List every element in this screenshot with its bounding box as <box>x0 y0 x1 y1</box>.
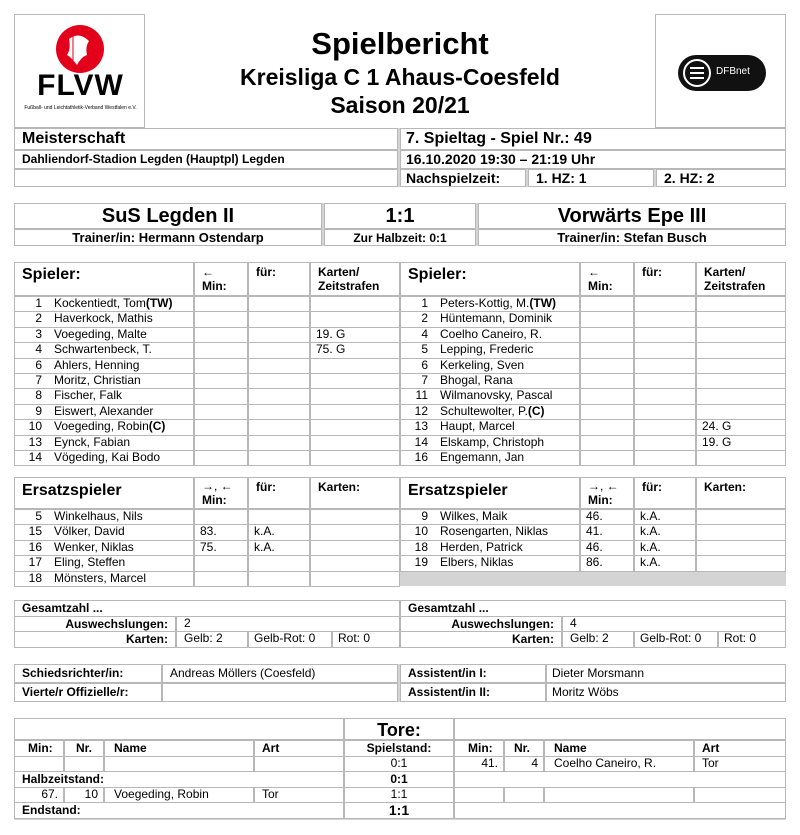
away-for-label: für: <box>642 265 662 279</box>
goal-col-nr-home: Nr. <box>76 741 93 755</box>
home-sub-name: Wenker, Niklas <box>54 539 134 554</box>
table-cell <box>194 358 248 374</box>
table-cell <box>248 358 310 374</box>
home-subs-min-arrow: →, ← <box>202 479 233 493</box>
home-subs-for-label: für: <box>256 480 276 494</box>
goal-col-min-away: Min: <box>468 741 493 755</box>
table-cell <box>194 419 248 435</box>
table-cell <box>310 358 400 374</box>
away-min-label: Min: <box>588 279 613 293</box>
referee-name: Andreas Möllers (Coesfeld) <box>170 666 316 680</box>
player-name-text: Fischer, Falk <box>54 388 123 403</box>
page-title: Spielbericht <box>311 26 489 61</box>
away-player-name <box>440 419 515 434</box>
away-yellow-red-count: Gelb-Rot: 0 <box>640 631 702 645</box>
goal-col-score: Spielstand: <box>366 741 432 755</box>
table-cell <box>454 771 786 788</box>
player-name-text: Coelho Caneiro, R. <box>440 326 543 341</box>
assistant1-name: Dieter Morsmann <box>552 666 645 680</box>
final-score: 1:1 <box>385 205 415 227</box>
away-sub-for: k.A. <box>640 555 661 570</box>
matchday-label: 7. Spieltag - Spiel Nr.: 49 <box>406 130 592 147</box>
table-cell <box>696 524 786 540</box>
dfbnet-logo-text: DFBnet <box>716 66 750 77</box>
table-cell <box>310 419 400 435</box>
player-name-text: Schwartenbeck, T. <box>54 342 152 357</box>
goal-name: Coelho Caneiro, R. <box>554 755 657 770</box>
away-sub-min: 41. <box>586 524 603 539</box>
home-subs-cards-label: Karten: <box>318 480 361 494</box>
away-sub-min: 46. <box>586 509 603 523</box>
table-cell <box>696 373 786 389</box>
table-cell <box>248 435 310 451</box>
away-player-nr: 16 <box>414 450 428 464</box>
away-coach: Trainer/in: Stefan Busch <box>557 230 707 245</box>
table-cell <box>176 616 400 633</box>
away-sub-nr: 9 <box>421 509 428 523</box>
table-cell <box>248 571 310 587</box>
home-player-nr: 6 <box>35 357 42 372</box>
home-player-nr: 4 <box>35 342 42 357</box>
table-cell <box>634 404 696 420</box>
home-player-name <box>54 296 172 311</box>
home-sub-min: 75. <box>200 539 217 554</box>
table-cell <box>580 296 634 312</box>
table-cell <box>580 373 634 389</box>
goal-type: Tor <box>702 755 719 770</box>
home-yellow-red-count: Gelb-Rot: 0 <box>254 631 316 645</box>
home-player-nr: 10 <box>28 419 42 434</box>
table-cell <box>194 404 248 420</box>
away-cards-count-label: Karten: <box>511 632 554 646</box>
player-name-text: Peters-Kottig, M. <box>440 296 530 310</box>
away-player-nr: 1 <box>421 296 428 310</box>
home-player-name <box>54 373 141 388</box>
home-player-name <box>54 450 160 465</box>
table-cell <box>194 327 248 343</box>
away-player-name <box>440 450 524 465</box>
table-cell <box>696 450 786 466</box>
table-cell <box>634 373 696 389</box>
home-sub-for: k.A. <box>254 524 275 539</box>
player-name-text: Kockentiedt, Tom <box>54 296 146 310</box>
goal-col-type-home: Art <box>262 741 280 755</box>
home-player-nr: 1 <box>35 296 42 310</box>
table-cell <box>248 419 310 435</box>
home-player-name <box>54 419 165 434</box>
halftime-score: Zur Halbzeit: 0:1 <box>353 231 447 245</box>
table-cell <box>248 555 310 571</box>
table-cell <box>248 342 310 358</box>
dfbnet-logo <box>678 55 766 91</box>
table-cell <box>562 616 786 633</box>
home-players-title: Spieler: <box>22 266 81 283</box>
table-cell <box>248 373 310 389</box>
player-name-text: Voegeding, Malte <box>54 326 147 341</box>
away-sub-min: 46. <box>586 539 603 554</box>
away-cards-label-1: Karten/ <box>704 265 746 279</box>
home-cards-label-2: Zeitstrafen <box>318 279 380 293</box>
goal-name: Voegeding, Robin <box>114 786 209 801</box>
goal-min: 67. <box>41 786 58 801</box>
away-subs-for-label: für: <box>642 480 662 494</box>
away-player-nr: 5 <box>421 342 428 357</box>
player-name-text: Schultewolter, P. <box>440 403 528 418</box>
home-cards-label-1: Karten/ <box>318 265 360 279</box>
table-cell <box>634 450 696 466</box>
table-cell <box>310 509 400 525</box>
table-cell <box>194 311 248 327</box>
home-sub-nr: 5 <box>35 509 42 523</box>
home-player-nr: 14 <box>28 450 42 464</box>
player-name-text: Bhogal, Rana <box>440 373 513 387</box>
table-cell <box>310 373 400 389</box>
away-sub-for: k.A. <box>640 509 661 523</box>
away-player-nr: 7 <box>421 373 428 387</box>
home-coach: Trainer/in: Hermann Ostendarp <box>72 230 264 245</box>
away-red-count: Rot: 0 <box>724 631 757 645</box>
table-cell <box>310 524 400 540</box>
table-cell <box>696 358 786 374</box>
away-player-nr: 12 <box>414 403 428 418</box>
table-cell <box>310 540 400 556</box>
table-cell <box>310 388 400 404</box>
table-cell <box>580 404 634 420</box>
league-title: Kreisliga C 1 Ahaus-Coesfeld <box>240 64 560 90</box>
home-min-label: Min: <box>202 279 227 293</box>
away-player-nr: 4 <box>421 326 428 341</box>
home-player-name <box>54 388 122 403</box>
table-cell <box>310 555 400 571</box>
table-cell <box>634 388 696 404</box>
home-cards-count-label: Karten: <box>125 632 168 646</box>
goal-min: 41. <box>481 755 498 770</box>
extra-time-label: Nachspielzeit: <box>406 170 501 186</box>
player-name-text: Haupt, Marcel <box>440 419 515 434</box>
player-role-tag: (C) <box>148 419 166 434</box>
extra-time-h1: 1. HZ: 1 <box>536 170 587 186</box>
away-player-nr: 6 <box>421 357 428 372</box>
home-team-name: SuS Legden II <box>101 205 235 227</box>
table-cell <box>580 388 634 404</box>
table-cell <box>104 756 254 773</box>
table-cell <box>194 571 248 587</box>
away-player-name <box>440 388 552 403</box>
home-for-label: für: <box>256 265 276 279</box>
player-name-text: Haverkock, Mathis <box>54 311 153 326</box>
table-cell <box>194 342 248 358</box>
home-player-nr: 9 <box>35 403 42 418</box>
away-player-name <box>440 311 552 326</box>
home-player-name <box>54 311 153 326</box>
away-player-name <box>440 327 542 342</box>
table-cell <box>194 296 248 312</box>
away-cards-label-2: Zeitstrafen <box>704 279 766 293</box>
home-sub-name: Mönsters, Marcel <box>54 570 147 585</box>
home-yellow-count: Gelb: 2 <box>184 631 223 645</box>
table-cell <box>634 311 696 327</box>
home-player-name <box>54 358 139 373</box>
table-cell <box>194 509 248 525</box>
away-sub-name: Herden, Patrick <box>440 539 523 554</box>
away-player-name <box>440 358 524 373</box>
home-player-name <box>54 435 130 450</box>
away-subs-count: 4 <box>570 615 577 630</box>
endstand-label: Endstand: <box>22 803 81 818</box>
away-player-card: 24. G <box>702 419 732 434</box>
competition-label: Meisterschaft <box>22 130 126 147</box>
away-subs-min-label: Min: <box>588 493 613 507</box>
player-name-text: Eiswert, Alexander <box>54 403 154 418</box>
away-player-name <box>440 342 533 357</box>
datetime-label: 16.10.2020 19:30 – 21:19 Uhr <box>406 151 596 167</box>
table-cell <box>696 555 786 571</box>
home-player-name <box>54 342 152 357</box>
away-player-nr: 2 <box>421 311 428 326</box>
goals-title: Tore: <box>377 720 421 740</box>
goal-col-name-home: Name <box>114 741 147 755</box>
player-role-tag: (C) <box>527 403 545 418</box>
away-sub-nr: 10 <box>414 524 428 539</box>
home-subs-title: Ersatzspieler <box>22 482 122 499</box>
away-min-arrow: ← <box>588 265 600 279</box>
away-subs-title: Ersatzspieler <box>408 482 508 499</box>
player-name-text: Eynck, Fabian <box>54 434 131 449</box>
table-cell <box>696 296 786 312</box>
player-name-text: Moritz, Christian <box>54 373 141 387</box>
table-cell <box>696 540 786 556</box>
player-name-text: Engemann, Jan <box>440 450 525 464</box>
home-sub-min: 83. <box>200 524 217 539</box>
table-cell <box>634 296 696 312</box>
table-cell <box>634 327 696 343</box>
fourth-official-label: Vierte/r Offizielle/r: <box>22 685 129 699</box>
table-cell <box>580 450 634 466</box>
goal-col-name-away: Name <box>554 741 587 755</box>
player-role-tag: (TW) <box>145 296 173 310</box>
home-subs-count: 2 <box>184 615 191 630</box>
table-cell <box>634 435 696 451</box>
table-cell <box>696 311 786 327</box>
home-sub-name: Eling, Steffen <box>54 555 126 570</box>
table-cell <box>248 296 310 312</box>
table-cell <box>580 435 634 451</box>
table-cell <box>696 327 786 343</box>
dfb-emblem-icon <box>682 58 712 88</box>
home-sub-for: k.A. <box>254 539 275 554</box>
table-cell <box>310 571 400 587</box>
home-min-arrow: ← <box>202 265 214 279</box>
table-cell <box>248 404 310 420</box>
assistant2-name: Moritz Wöbs <box>552 685 619 699</box>
table-cell <box>580 327 634 343</box>
away-sub-name: Wilkes, Maik <box>440 509 508 523</box>
home-player-nr: 3 <box>35 326 42 341</box>
away-player-nr: 11 <box>415 388 428 403</box>
player-name-text: Hüntemann, Dominik <box>440 311 553 326</box>
home-player-name <box>54 404 153 419</box>
home-player-name <box>54 327 147 342</box>
home-totals-label: Gesamtzahl ... <box>22 601 103 615</box>
table-cell <box>580 419 634 435</box>
home-sub-nr: 18 <box>28 570 42 585</box>
away-yellow-count: Gelb: 2 <box>570 631 609 645</box>
table-cell <box>194 555 248 571</box>
table-cell <box>696 509 786 525</box>
assistant1-label: Assistent/in I: <box>408 666 487 680</box>
home-sub-nr: 16 <box>28 539 42 554</box>
venue-label: Dahliendorf-Stadion Legden (Hauptpl) Legden <box>22 152 285 166</box>
home-red-count: Rot: 0 <box>338 631 371 645</box>
player-name-text: Lepping, Frederic <box>440 342 534 357</box>
player-role-tag: (TW) <box>529 296 557 310</box>
away-player-nr: 13 <box>414 419 428 434</box>
home-sub-nr: 17 <box>28 555 42 570</box>
table-cell <box>580 342 634 358</box>
table-cell <box>310 435 400 451</box>
away-player-nr: 14 <box>414 434 428 449</box>
home-player-nr: 2 <box>35 311 42 326</box>
flvw-logo-text: FLVW <box>37 69 124 102</box>
away-player-name <box>440 404 545 419</box>
table-cell <box>194 373 248 389</box>
flvw-logo-subtitle: Fußball- und Leichtathletik-Verband Westfalen e.V. <box>24 105 137 111</box>
dfbnet-logo-box <box>655 14 786 128</box>
away-sub-for: k.A. <box>640 524 661 539</box>
home-player-card: 19. G <box>316 326 346 341</box>
away-sub-nr: 19 <box>414 555 428 570</box>
table-cell <box>696 404 786 420</box>
table-cell <box>696 388 786 404</box>
player-name-text: Wilmanovsky, Pascal <box>440 388 553 403</box>
table-cell <box>504 787 544 804</box>
table-cell <box>580 311 634 327</box>
table-cell <box>310 404 400 420</box>
away-subs-cards-label: Karten: <box>704 480 747 494</box>
table-cell <box>64 756 104 773</box>
away-player-name <box>440 435 544 450</box>
away-sub-nr: 18 <box>414 539 428 554</box>
table-cell <box>454 802 786 819</box>
table-cell <box>634 419 696 435</box>
table-cell <box>310 296 400 312</box>
season-title: Saison 20/21 <box>330 92 470 118</box>
extra-time-h2: 2. HZ: 2 <box>664 170 715 186</box>
goal-score: 0:1 <box>390 755 408 770</box>
home-player-nr: 7 <box>35 373 42 387</box>
home-subs-count-label: Auswechslungen: <box>65 616 168 631</box>
table-cell <box>248 327 310 343</box>
table-cell <box>194 388 248 404</box>
table-cell <box>310 311 400 327</box>
home-player-nr: 8 <box>35 388 42 403</box>
away-player-name <box>440 373 513 388</box>
goal-nr: 4 <box>531 755 538 770</box>
away-player-name <box>440 296 556 311</box>
table-cell <box>634 342 696 358</box>
table-cell <box>310 450 400 466</box>
table-cell <box>194 435 248 451</box>
player-name-text: Vögeding, Kai Bodo <box>54 450 161 464</box>
table-cell <box>194 450 248 466</box>
halftime-score-value: 0:1 <box>390 772 408 787</box>
goal-col-min-home: Min: <box>28 741 53 755</box>
away-player-card: 19. G <box>702 434 732 449</box>
away-totals-label: Gesamtzahl ... <box>408 601 489 615</box>
away-team-name: Vorwärts Epe III <box>557 205 707 227</box>
goal-score: 1:1 <box>390 786 408 801</box>
table-cell <box>694 787 786 804</box>
away-sub-min: 86. <box>586 555 603 570</box>
player-name-text: Elskamp, Christoph <box>440 434 545 449</box>
endstand-score: 1:1 <box>388 802 410 819</box>
home-sub-name: Völker, David <box>54 524 125 539</box>
assistant2-label: Assistent/in II: <box>408 685 491 699</box>
home-player-card: 75. G <box>316 342 346 357</box>
goal-type: Tor <box>262 786 279 801</box>
away-players-title: Spieler: <box>408 266 467 283</box>
away-subs-min-arrow: →, ← <box>588 479 619 493</box>
goal-col-type-away: Art <box>702 741 720 755</box>
table-cell <box>580 358 634 374</box>
flvw-logo-box <box>14 14 145 128</box>
away-subs-count-label: Auswechslungen: <box>451 616 554 631</box>
table-cell <box>634 358 696 374</box>
table-cell <box>696 342 786 358</box>
home-player-nr: 13 <box>28 434 42 449</box>
player-name-text: Ahlers, Henning <box>54 357 140 372</box>
table-cell <box>248 388 310 404</box>
table-cell <box>248 450 310 466</box>
goal-nr: 10 <box>84 786 98 801</box>
home-subs-min-label: Min: <box>202 493 227 507</box>
table-cell <box>454 787 504 804</box>
table-cell <box>248 509 310 525</box>
home-sub-nr: 15 <box>28 524 42 539</box>
table-cell <box>14 756 64 773</box>
player-name-text: Kerkeling, Sven <box>440 357 525 372</box>
home-sub-name: Winkelhaus, Nils <box>54 509 143 523</box>
goal-col-nr-away: Nr. <box>514 741 531 755</box>
away-sub-for: k.A. <box>640 539 661 554</box>
player-name-text: Voegeding, Robin <box>54 419 149 434</box>
away-sub-name: Elbers, Niklas <box>440 555 514 570</box>
away-sub-name: Rosengarten, Niklas <box>440 524 549 539</box>
table-cell <box>544 787 694 804</box>
referee-label: Schiedsrichter/in: <box>22 666 124 680</box>
halftime-label: Halbzeitstand: <box>22 772 105 787</box>
table-cell <box>248 311 310 327</box>
table-cell <box>254 756 344 773</box>
